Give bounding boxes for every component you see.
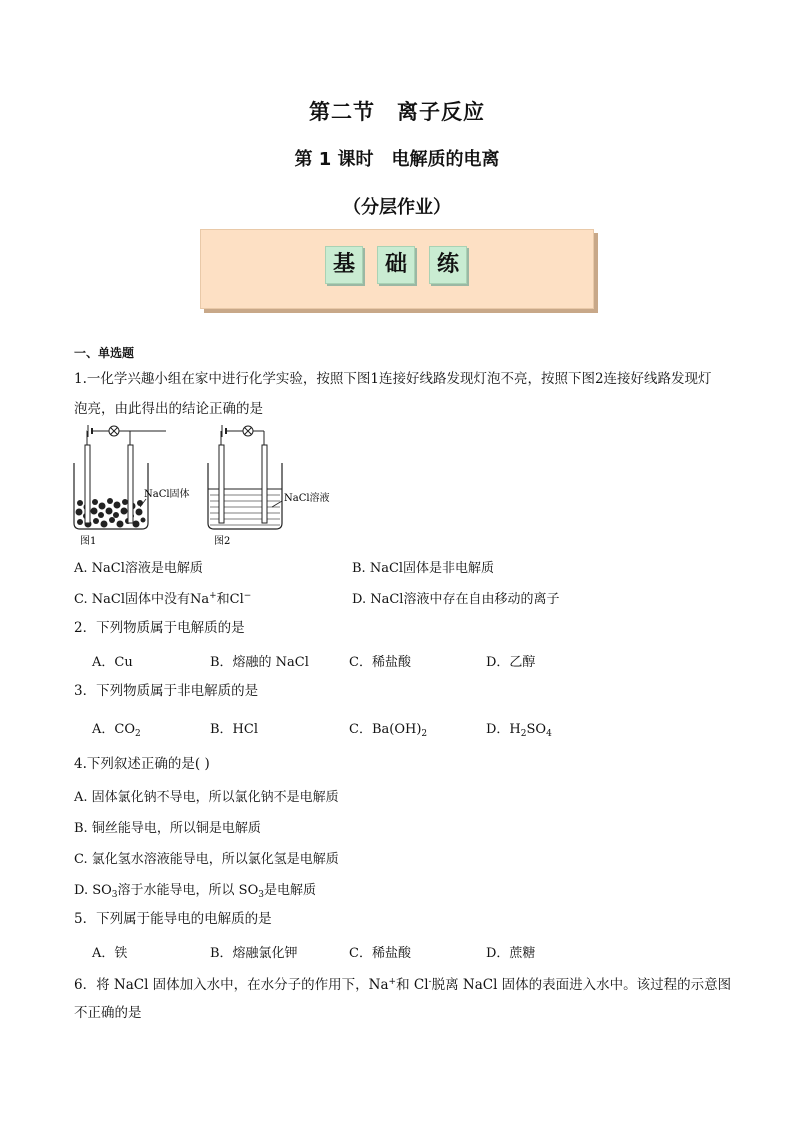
q4-option-a: A. 固体氯化钠不导电，所以氯化钠不是电解质 [74,790,339,805]
q1-option-a: A. NaCl溶液是电解质 [74,561,203,576]
subscript: 3 [111,890,118,900]
q6-stem-text: 6．将 NaCl 固体加入水中，在水分子的作用下，Na [74,977,389,993]
subscript: 3 [258,890,264,900]
figure1-caption: 图1 [80,536,97,547]
q3-option-a-text: A．CO [92,722,135,737]
lesson-title: 第 1 课时 电解质的电离 [294,149,500,170]
q2-option-b: B．熔融的 NaCl [210,655,309,670]
q1-option-d: D. NaCl溶液中存在自由移动的离子 [352,592,560,607]
q4-option-d [74,879,316,900]
subscript: 2 [520,729,527,739]
q4-option-b: B. 铜丝能导电，所以铜是电解质 [74,821,261,836]
section-heading: 一、单选题 [74,346,135,360]
q5-stem: 5．下列属于能导电的电解质的是 [74,911,272,927]
q4-option-c: C. 氯化氢水溶液能导电，所以氯化氢是电解质 [74,852,339,867]
q1-circuit-figures [66,423,356,551]
figure2-caption: 图2 [214,536,231,547]
q3-stem: 3．下列物质属于非电解质的是 [74,683,259,699]
q2-stem: 2．下列物质属于电解质的是 [74,620,245,636]
basic-practice-banner [200,229,594,309]
q3-option-c [349,718,427,739]
q2-option-a: A．Cu [92,655,133,670]
superscript: + [388,977,397,987]
figure1-solid-circuit [74,425,190,547]
superscript: + [209,591,217,601]
superscript: - [428,977,432,987]
q4-option-d-text: D. SO [74,883,112,898]
q1-stem-line1: 1.一化学兴趣小组在家中进行化学实验，按照下图1连接好线路发现灯泡不亮，按照下图2连接好线路发现灯 [74,371,712,387]
banner-char: 练 [429,246,467,284]
q6-stem-line1 [74,973,731,994]
q3-option-a [92,718,141,739]
q6-stem-text: 脱离 NaCl 固体的表面进入水中。该过程的示意图 [431,977,732,993]
q5-option-a: A．铁 [92,946,128,961]
figure2-label: NaCl溶液 [284,493,330,504]
q4-stem: 4.下列叙述正确的是( ) [74,756,210,772]
figure1-label: NaCl固体 [144,489,190,500]
q5-option-b: B．熔融氯化钾 [210,946,298,961]
subscript: 4 [546,729,552,739]
q6-stem-text: 和 Cl [396,977,429,993]
subscript: 2 [135,729,141,739]
assignment-note: （分层作业） [343,197,451,218]
q1-stem-line2: 泡亮，由此得出的结论正确的是 [74,401,263,417]
q3-option-d-text: D．H [486,722,521,737]
q1-option-c [74,588,251,607]
figure2-solution-circuit [208,425,330,547]
banner-char: 础 [377,246,415,284]
q4-option-d-text: 是电解质 [263,883,316,898]
q2-option-d: D．乙醇 [486,655,536,670]
q3-option-d-text: SO [526,722,547,737]
q3-option-c-text: C．Ba(OH) [349,722,422,737]
q2-option-c: C．稀盐酸 [349,655,411,670]
banner-char: 基 [325,246,363,284]
q4-option-d-text: 溶于水能导电，所以 SO [117,883,259,898]
q6-stem-line2: 不正确的是 [74,1005,142,1021]
q1-option-c-text: 和Cl [216,592,244,607]
q3-option-d [486,718,552,739]
superscript: − [243,591,252,601]
q5-option-d: D．蔗糖 [486,946,536,961]
q1-option-c-text: C. NaCl固体中没有Na [74,592,210,607]
subscript: 2 [421,729,428,739]
q1-option-b: B. NaCl固体是非电解质 [352,561,495,576]
q5-option-c: C．稀盐酸 [349,946,411,961]
section-title: 第二节 离子反应 [309,100,485,124]
q3-option-b: B．HCl [210,722,258,737]
